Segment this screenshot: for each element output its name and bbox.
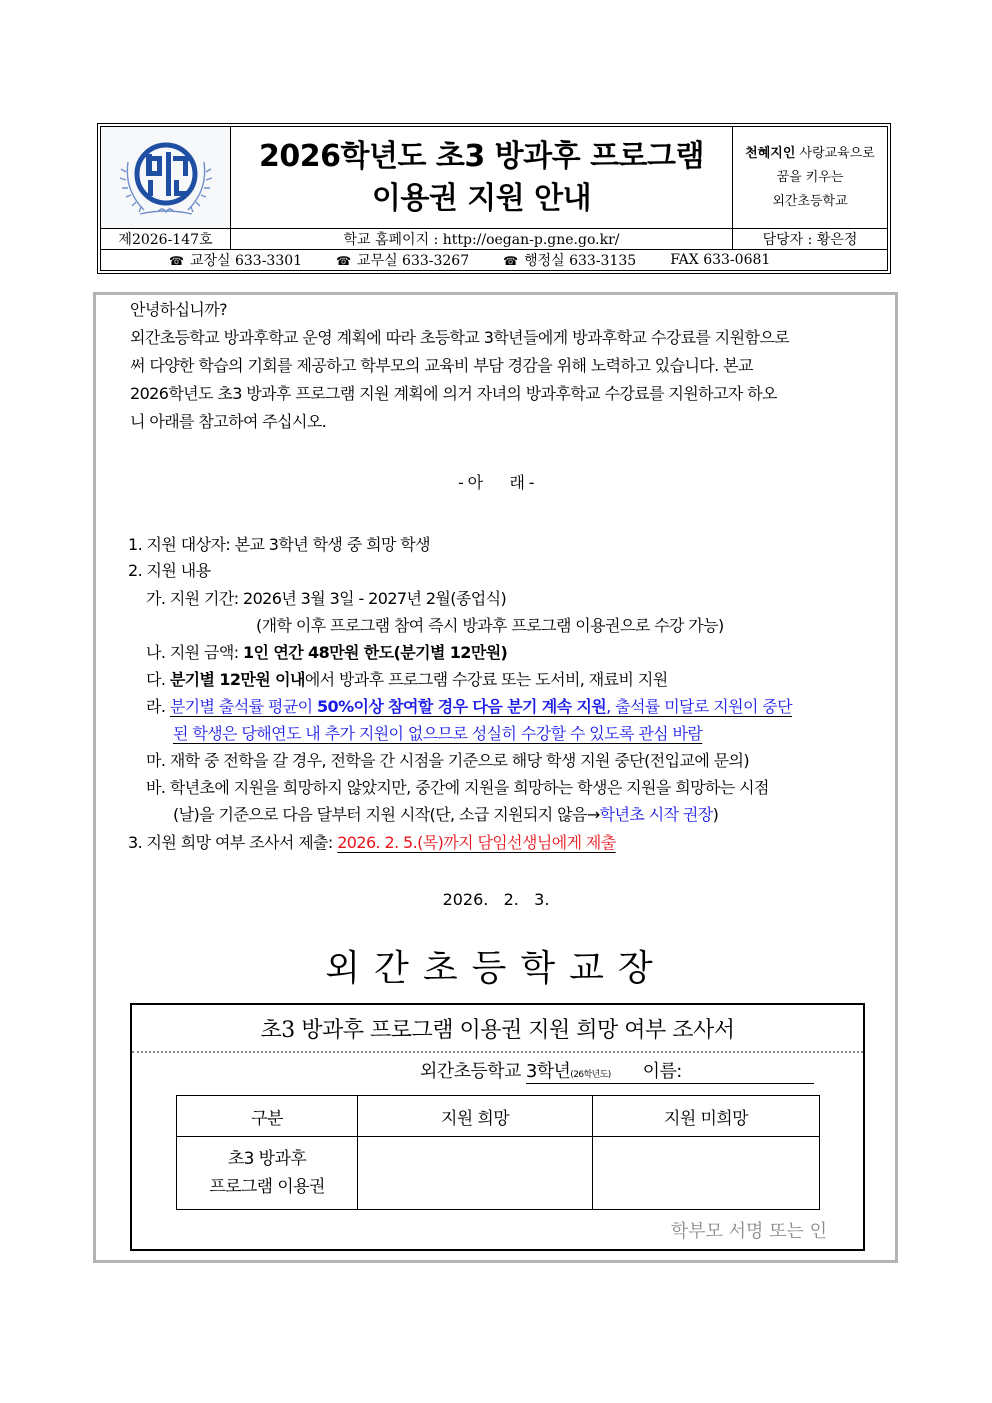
item-3-submission — [128, 830, 616, 853]
item-2-content: 2. 지원 내용 — [128, 561, 211, 580]
item-1-target: 1. 지원 대상자: 본교 3학년 학생 중 희망 학생 — [128, 535, 431, 554]
survey-title: 초3 방과후 프로그램 이용권 지원 희망 여부 조사서 — [260, 1018, 735, 1043]
phone-icon: ☎ — [336, 254, 352, 268]
ba-recommend: 학년초 시작 권장 — [599, 805, 713, 824]
phone-principal — [169, 250, 302, 270]
phone-label: 행정실 633-3135 — [524, 253, 637, 269]
item-ga-period: 가. 지원 기간: 2026년 3월 3일 - 2027년 2월(종업식) — [146, 589, 507, 608]
support-wanted-cell[interactable] — [358, 1137, 593, 1210]
item-ga-note: (개학 이후 프로그램 참여 즉시 방과후 프로그램 이용권으로 수강 가능) — [256, 616, 724, 635]
column-header: 구분 — [177, 1096, 358, 1137]
fax-number: FAX 633-0681 — [670, 252, 771, 268]
motto-line-3: 외간초등학교 — [772, 193, 848, 209]
motto-bold: 천혜지인 — [745, 145, 796, 161]
ba-close: ) — [712, 805, 719, 824]
phone-admin — [503, 250, 636, 270]
student-name-field[interactable] — [526, 1057, 814, 1084]
motto-rest: 사랑교육으로 — [795, 145, 875, 161]
name-label: 이름: — [642, 1061, 682, 1082]
survey-form — [130, 1003, 865, 1251]
table-header-row — [177, 1096, 820, 1137]
grade-label: 3학년 — [525, 1061, 571, 1082]
student-info-line — [420, 1057, 814, 1084]
school-logo-icon — [110, 132, 222, 224]
homepage-info: 학교 홈페이지 : http://oegan-p.gne.go.kr/ — [231, 229, 733, 250]
item-3-label: 3. 지원 희망 여부 조사서 제출: — [128, 833, 338, 852]
issue-date: 2026. 2. 3. — [442, 890, 550, 909]
intro-line: 2026학년도 초3 방과후 프로그램 지원 계획에 의거 자녀의 방과후학교 수강료를 지원하고자 하오 — [130, 384, 777, 403]
below-heading: - 아 래 - — [458, 473, 534, 492]
item-ra-line-2: 된 학생은 당해연도 내 추가 지원이 없으므로 성실히 수강할 수 있도록 관심 바람 — [173, 724, 703, 743]
da-bold: 분기별 12만원 이내 — [169, 670, 305, 689]
ra-label: 라. — [146, 697, 170, 716]
grade-year: (26학년도) — [570, 1070, 611, 1080]
ra-part-2: , 출석률 미달로 지원이 중단 — [606, 697, 793, 716]
da-label: 다. — [146, 670, 170, 689]
document-number: 제2026-147호 — [101, 229, 231, 250]
ra-text — [170, 697, 792, 716]
submission-deadline: 2026. 2. 5.(목)까지 담임선생님에게 제출 — [337, 833, 616, 852]
column-header: 지원 미희망 — [593, 1096, 820, 1137]
phone-directory — [101, 250, 887, 270]
parent-signature-field[interactable]: 학부모 서명 또는 인 — [670, 1221, 827, 1242]
item-da-scope — [146, 667, 668, 690]
school-motto — [733, 127, 887, 229]
item-ra-attendance — [146, 694, 792, 717]
phone-icon: ☎ — [503, 254, 519, 268]
title-line-1: 2026학년도 초3 방과후 프로그램 — [259, 138, 704, 174]
row-label-line-2: 프로그램 이용권 — [209, 1177, 325, 1197]
school-name: 외간초등학교 — [420, 1061, 526, 1082]
intro-paragraph — [130, 296, 870, 436]
cut-line — [132, 1051, 863, 1053]
row-label-line-1: 초3 방과후 — [227, 1149, 307, 1169]
phone-label: 교장실 633-3301 — [189, 253, 303, 269]
principal-signature: 외간초등학교장 — [325, 948, 667, 989]
title-line-2: 이용권 지원 안내 — [371, 180, 592, 216]
school-logo — [101, 127, 231, 229]
phone-label: 교무실 633-3267 — [357, 253, 470, 269]
intro-line: 니 아래를 참고하여 주십시오. — [130, 412, 327, 431]
ba-text: (날)을 기준으로 다음 달부터 지원 시작(단, 소급 지원되지 않음→ — [173, 805, 600, 824]
column-header: 지원 희망 — [358, 1096, 593, 1137]
item-ba-midyear: 바. 학년초에 지원을 희망하지 않았지만, 중간에 지원을 희망하는 학생은 지원을 희망하는 시점 — [146, 778, 769, 797]
item-ba-line-2 — [173, 802, 718, 825]
table-row — [177, 1137, 820, 1210]
phone-academic — [336, 250, 469, 270]
survey-table — [176, 1095, 820, 1210]
da-rest: 에서 방과후 프로그램 수강료 또는 도서비, 재료비 지원 — [304, 670, 668, 689]
ra-part-1: 분기별 출석률 평균이 — [169, 697, 317, 716]
document-title — [231, 127, 733, 229]
na-label: 나. 지원 금액: — [146, 643, 244, 662]
ra-bold: 50%이상 참여할 경우 다음 분기 계속 지원 — [317, 697, 607, 716]
item-ma-transfer: 마. 재학 중 전학을 갈 경우, 전학을 간 시점을 기준으로 해당 학생 지원 중단(전입교에 문의) — [146, 751, 750, 770]
contact-person: 담당자 : 황은정 — [733, 229, 887, 250]
phone-icon: ☎ — [169, 254, 184, 268]
support-not-wanted-cell[interactable] — [593, 1137, 820, 1210]
letterhead — [97, 123, 891, 274]
row-label — [177, 1137, 358, 1210]
intro-line: 써 다양한 학습의 기회를 제공하고 학부모의 교육비 부담 경감을 위해 노력하고 있습니다. 본교 — [130, 356, 753, 375]
motto-line-2: 꿈을 키우는 — [776, 169, 844, 185]
item-na-amount — [146, 640, 507, 663]
na-amount-bold: 1인 연간 48만원 한도(분기별 12만원) — [243, 643, 508, 662]
greeting: 안녕하십니까? — [130, 300, 228, 319]
intro-line: 외간초등학교 방과후학교 운영 계획에 따라 초등학교 3학년들에게 방과후학교 수강료를 지원함으로 — [130, 328, 790, 347]
